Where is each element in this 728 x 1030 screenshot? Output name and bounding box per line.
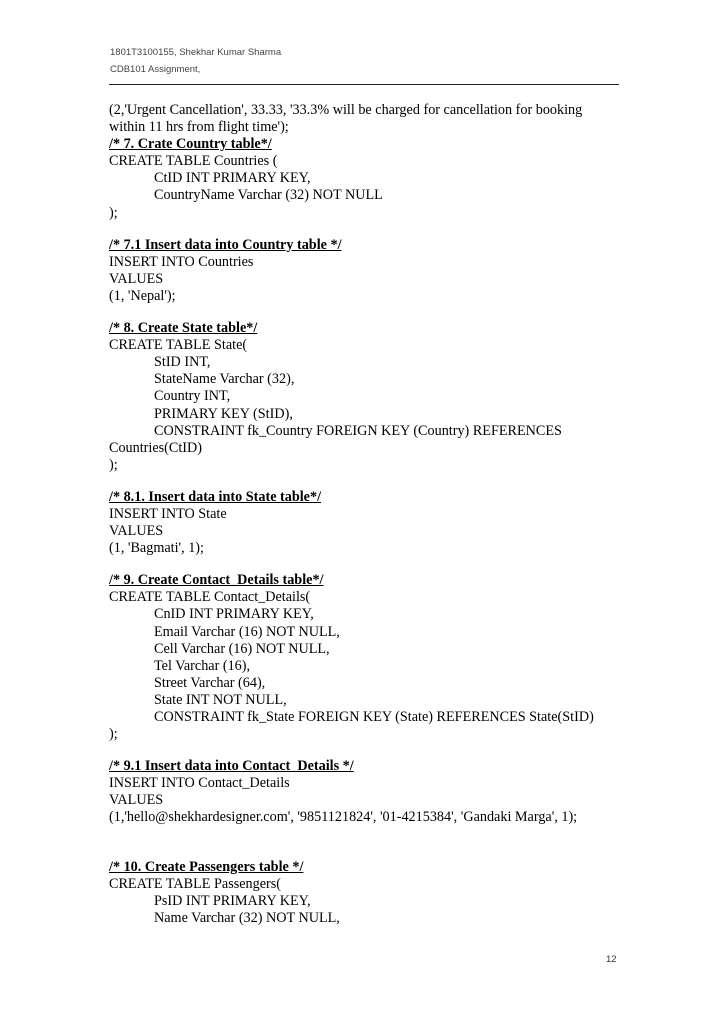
code-line: INSERT INTO Contact_Details [109,775,290,792]
section-heading: /* 9.1 Insert data into Contact_Details */ [109,758,354,775]
code-line: Tel Varchar (16), [154,657,251,674]
code-line: StID INT, [154,354,211,371]
section-heading: /* 8. Create State table*/ [109,320,258,337]
code-line: (1, 'Bagmati', 1); [109,540,204,557]
code-line: CountryName Varchar (32) NOT NULL [154,187,383,204]
code-line: VALUES [109,792,164,809]
code-line: Country INT, [154,388,231,405]
header-author-line: 1801T3100155, Shekhar Kumar Sharma [110,47,282,58]
page-header [110,44,281,78]
spacer [109,743,629,758]
header-course-line: CDB101 Assignment, [110,64,201,75]
section-heading: /* 8.1. Insert data into State table*/ [109,488,322,505]
code-line: CREATE TABLE Passengers( [109,875,281,892]
spacer [109,557,629,572]
section-heading: /* 7.1 Insert data into Country table */ [109,236,342,253]
code-line: ); [109,204,118,221]
code-line: ); [109,726,118,743]
code-line: CONSTRAINT fk_Country FOREIGN KEY (Country) REFERENCES [154,422,562,439]
section-heading: /* 7. Crate Country table*/ [109,136,272,153]
spacer [109,305,629,320]
spacer [109,827,629,859]
code-line: CnID INT PRIMARY KEY, [154,606,314,623]
text-line: (2,'Urgent Cancellation', 33.33, '33.3% will be charged for cancellation for booking [109,102,583,118]
code-line: CONSTRAINT fk_State FOREIGN KEY (State) REFERENCES State(StID) [154,709,594,725]
code-line: INSERT INTO Countries [109,253,254,270]
code-line: INSERT INTO State [109,505,227,522]
code-line: CREATE TABLE State( [109,337,248,354]
section-heading: /* 10. Create Passengers table */ [109,858,304,875]
code-line: CREATE TABLE Contact_Details( [109,589,311,606]
code-line: Cell Varchar (16) NOT NULL, [154,640,330,657]
code-line: VALUES [109,523,164,540]
text-line: within 11 hrs from flight time'); [109,119,289,136]
section-heading: /* 9. Create Contact_Details table*/ [109,572,324,589]
code-line: CtID INT PRIMARY KEY, [154,170,311,187]
code-line: (1,'hello@shekhardesigner.com', '9851121824', '01-4215384', 'Gandaki Marga', 1); [109,809,578,826]
document-body [109,102,629,927]
code-line: ); [109,456,118,473]
code-line: Street Varchar (64), [154,674,266,691]
code-line: (1, 'Nepal'); [109,287,176,304]
code-line: StateName Varchar (32), [154,371,295,388]
spacer [109,474,629,489]
code-line: Countries(CtID) [109,439,202,456]
code-line: VALUES [109,270,164,287]
code-line: CREATE TABLE Countries ( [109,153,278,170]
code-line: Email Varchar (16) NOT NULL, [154,623,340,640]
code-line: State INT NOT NULL, [154,691,287,708]
code-line: Name Varchar (32) NOT NULL, [154,909,340,926]
page-number: 12 [606,954,617,965]
code-line: PRIMARY KEY (StID), [154,405,293,422]
header-divider [109,84,619,85]
code-line: PsID INT PRIMARY KEY, [154,892,311,909]
spacer [109,222,629,237]
